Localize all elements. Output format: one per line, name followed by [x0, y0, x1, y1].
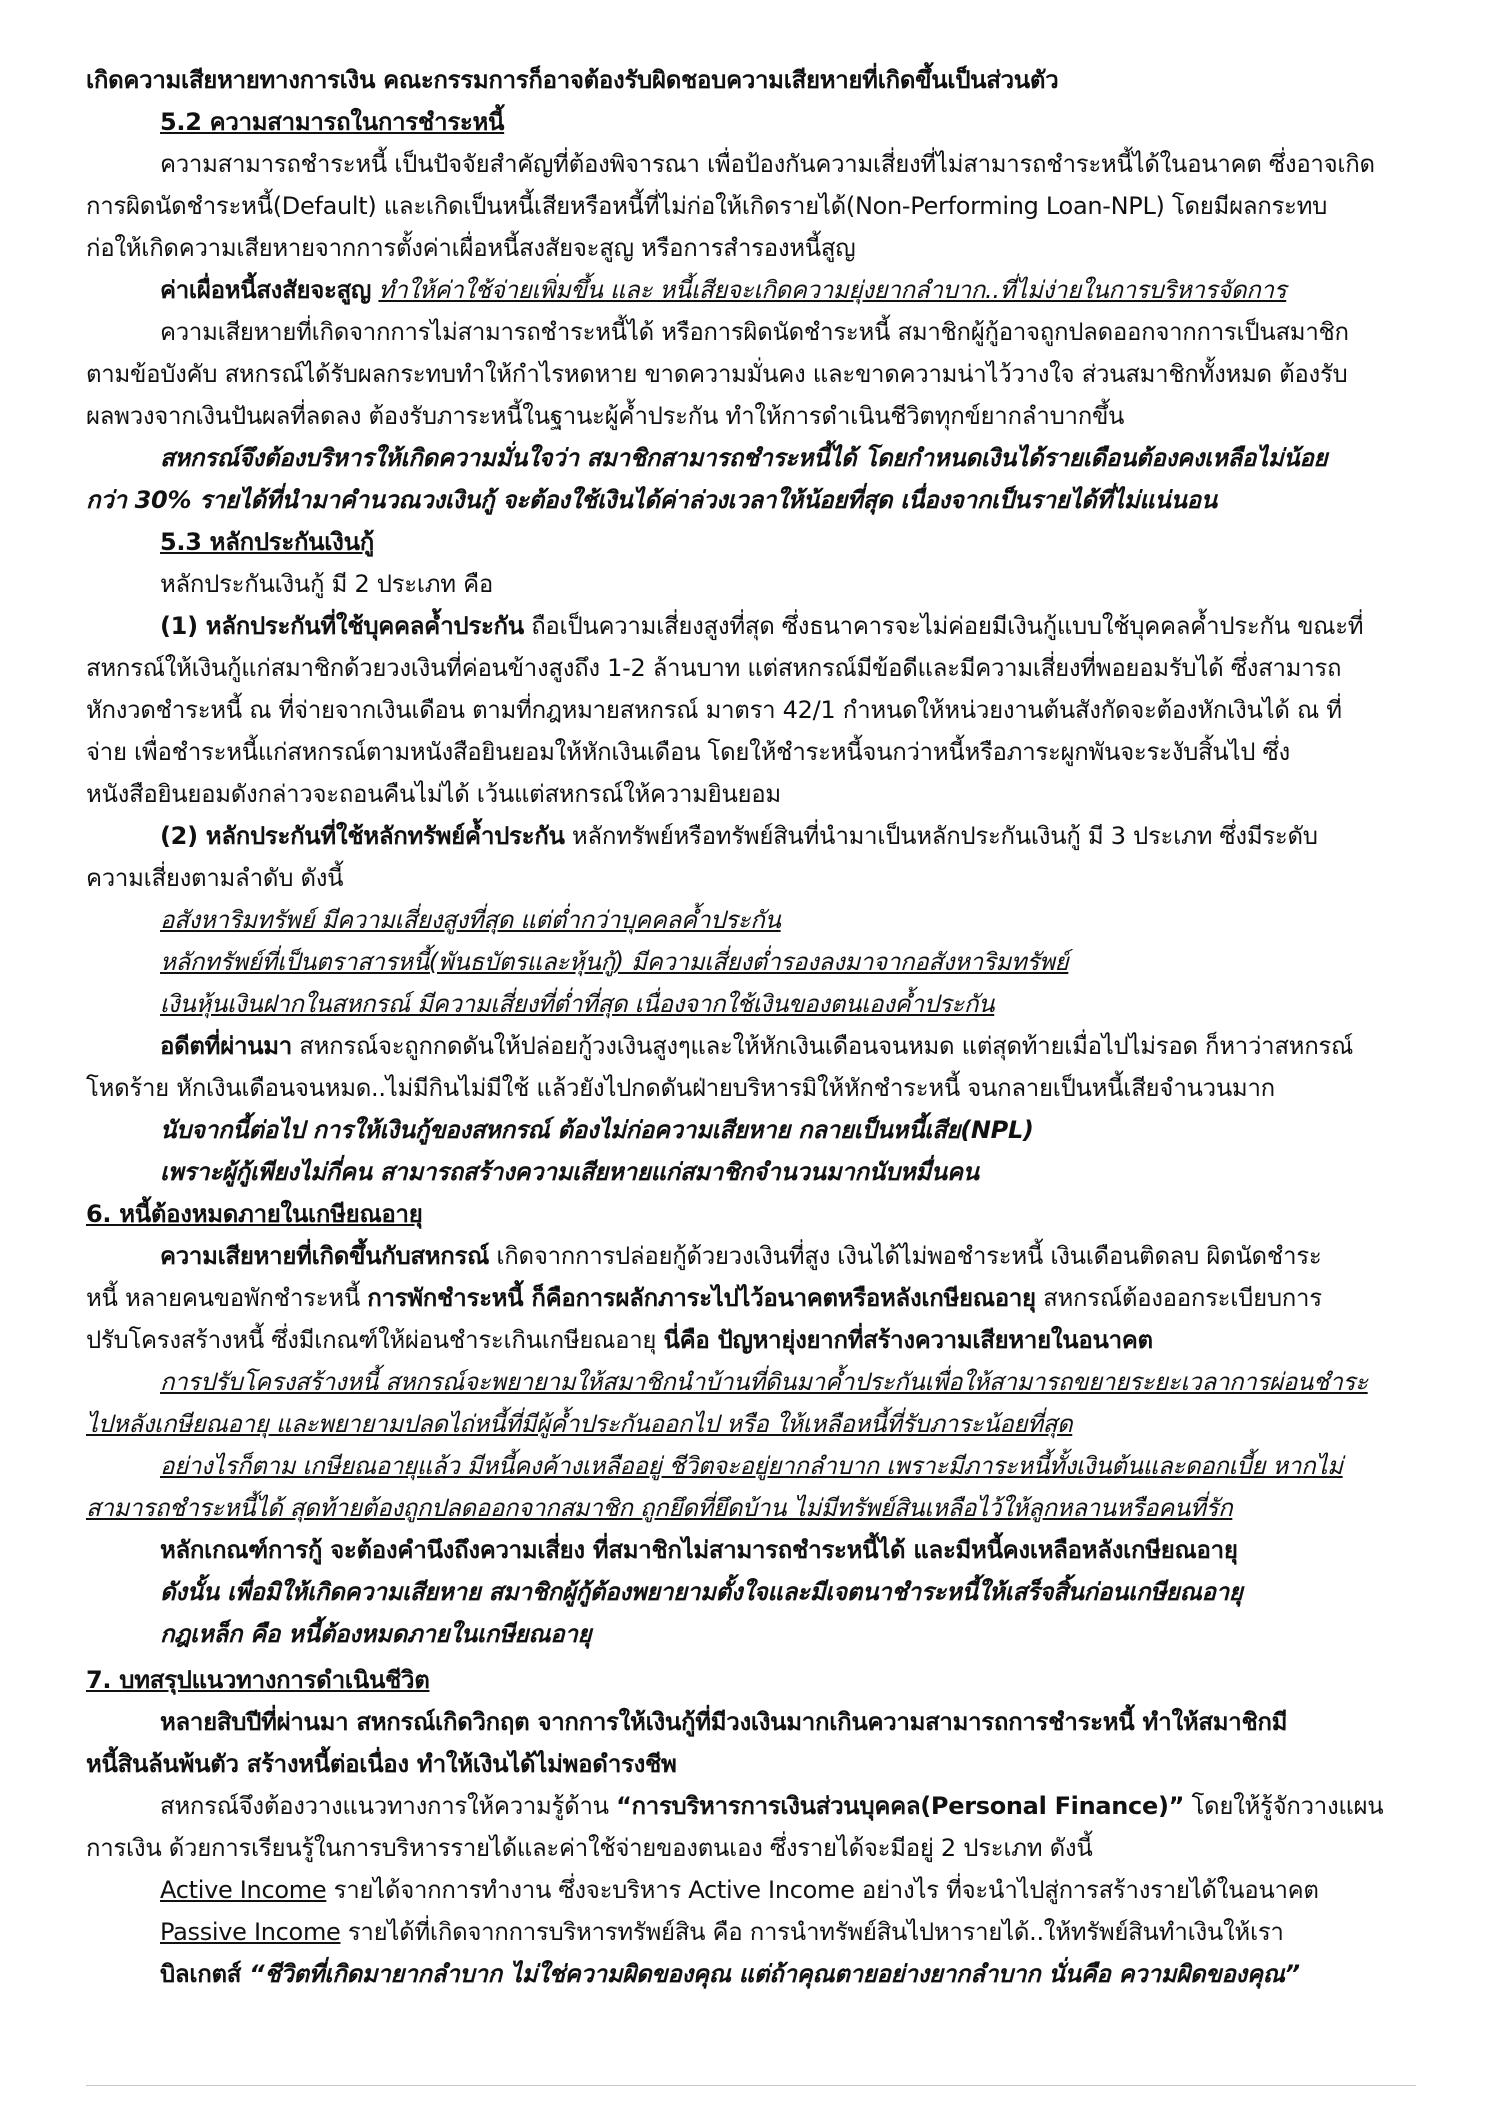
para-6-restructure: ไปหลังเกษียณอายุ และพยายามปลดไถ่หนี้ที่มีผู้ค้ำประกันออกไป หรือ ให้เหลือหนี้ที่รับภาระน้อยที่สุด	[86, 1410, 1073, 1438]
guidance-text: โดยให้รู้จักวางแผน	[1184, 1792, 1384, 1820]
para-guarantor-line: หักงวดชำระหนี้ ณ ที่จ่ายจากเงินเดือน ตามที่กฎหมายสหกรณ์ มาตรา 42/1 กำหนดให้หน่วยงานต้นสังกัดจะต้องหักเงินได้ ณ ที่	[86, 696, 1342, 724]
para-6-criteria: หลักเกณฑ์การกู้ จะต้องคำนึงถึงความเสี่ยง ที่สมาชิกไม่สามารถชำระหนี้ได้ และมีหนี้คงเหลือหลังเกษียณอายุ	[160, 1536, 1238, 1564]
para-6-iron-rule: กฎเหล็ก คือ หนี้ต้องหมดภายในเกษียณอายุ	[160, 1620, 592, 1648]
collateral-item: เงินหุ้นเงินฝากในสหกรณ์ มีความเสี่ยงที่ต่ำที่สุด เนื่องจากใช้เงินของตนเองค้ำประกัน	[160, 990, 995, 1018]
quote-text: “ชีวิตที่เกิดมายากลำบาก ไม่ใช่ความผิดของคุณ แต่ถ้าคุณตายอย่างยากลำบาก นั่นคือ ความผิดของคุณ”	[241, 1960, 1300, 1988]
para-5-2-damage: ตามข้อบังคับ สหกรณ์ได้รับผลกระทบทำให้กำไรหดหาย ขาดความมั่นคง และขาดความน่าไว้วางใจ ส่วนสมาชิกทั้งหมด ต้องรับ	[86, 360, 1348, 388]
para-6-damage-line	[86, 1280, 1416, 1316]
para-7-guidance-line: การเงิน ด้วยการเรียนรู้ในการบริหารรายได้และค่าใช้จ่ายของตนเอง ซึ่งรายได้จะมีอยู่ 2 ประเภท ดังนี้	[86, 1834, 1093, 1862]
damage-term: ความเสียหายที่เกิดขึ้นกับสหกรณ์	[160, 1242, 490, 1270]
allowance-term: ค่าเผื่อหนี้สงสัยจะสูญ	[160, 276, 372, 304]
collateral-text: หลักทรัพย์หรือทรัพย์สินที่นำมาเป็นหลักประกันเงินกู้ มี 3 ประเภท ซึ่งมีระดับ	[564, 822, 1318, 850]
para-6-however: อย่างไรก็ตาม เกษียณอายุแล้ว มีหนี้คงค้างเหลืออยู่ ชีวิตจะอยู่ยากลำบาก เพราะมีภาระหนี้ทั้งเงินต้นและดอกเบี้ย หากไม่	[160, 1452, 1343, 1480]
collateral-item: หลักทรัพย์ที่เป็นตราสารหนี้(พันธบัตรและหุ้นกู้) มีความเสี่ยงต่ำรองลงมาจากอสังหาริมทรัพย์	[160, 948, 1069, 976]
heading-5-3: 5.3 หลักประกันเงินกู้	[160, 528, 374, 556]
para-6-therefore: ดังนั้น เพื่อมิให้เกิดความเสียหาย สมาชิกผู้กู้ต้องพยายามตั้งใจและมีเจตนาชำระหนี้ให้เสร็จสิ้นก่อนเกษียณอายุ	[160, 1578, 1243, 1606]
income-item-passive	[86, 1914, 1416, 1950]
para-6-damage	[86, 1238, 1416, 1274]
document-page	[86, 62, 1416, 1998]
problem-emphasis: นี่คือ ปัญหายุ่งยากที่สร้างความเสียหายในอนาคต	[663, 1326, 1153, 1354]
para-5-2-damage: ผลพวงจากเงินปันผลที่ลดลง ต้องรับภาระหนี้ในฐานะผู้ค้ำประกัน ทำให้การดำเนินชีวิตทุกข์ยากลำบากขึ้น	[86, 402, 1125, 430]
para-6-damage-line	[86, 1322, 1416, 1358]
para-7-crisis: หลายสิบปีที่ผ่านมา สหกรณ์เกิดวิกฤต จากการให้เงินกู้ที่มีวงเงินมากเกินความสามารถการชำระหนี้ ทำให้สมาชิกมี	[160, 1708, 1288, 1736]
past-text: สหกรณ์จะถูกกดดันให้ปล่อยกู้วงเงินสูงๆและให้หักเงินเดือนจนหมด แต่สุดท้ายเมื่อไปไม่รอด ก็หาว่าสหกรณ์	[291, 1032, 1353, 1060]
para-5-3-emphasis: เพราะผู้กู้เพียงไม่กี่คน สามารถสร้างความเสียหายแก่สมาชิกจำนวนมากนับหมื่นคน	[160, 1158, 979, 1186]
para-5-2-damage: ความเสียหายที่เกิดจากการไม่สามารถชำระหนี้ได้ หรือการผิดนัดชำระหนี้ สมาชิกผู้กู้อาจถูกปลดออกจากการเป็นสมาชิก	[160, 318, 1349, 346]
heading-6: 6. หนี้ต้องหมดภายในเกษียณอายุ	[86, 1200, 423, 1228]
damage-text: หนี้ หลายคนขอพักชำระหนี้	[86, 1284, 368, 1312]
para-6-however: สามารถชำระหนี้ได้ สุดท้ายต้องถูกปลดออกจากสมาชิก ถูกยึดที่ยึดบ้าน ไม่มีทรัพย์สินเหลือไว้ให้ลูกหลานหรือคนที่รัก	[86, 1494, 1233, 1522]
damage-text: ปรับโครงสร้างหนี้ ซึ่งมีเกณฑ์ให้ผ่อนชำระเกินเกษียณอายุ	[86, 1326, 664, 1354]
past-term: อดีตที่ผ่านมา	[160, 1032, 292, 1060]
para-collateral	[86, 818, 1416, 854]
paragraph-carryover: เกิดความเสียหายทางการเงิน คณะกรรมการก็อาจต้องรับผิดชอบความเสียหายที่เกิดขึ้นเป็นส่วนตัว	[86, 66, 1059, 94]
para-past-line: โหดร้าย หักเงินเดือนจนหมด..ไม่มีกินไม่มีใช้ แล้วยังไปกดดันฝ่ายบริหารมิให้หักชำระหนี้ จนกลายเป็นหนี้เสียจำนวนมาก	[86, 1074, 1275, 1102]
para-5-3-intro: หลักประกันเงินกู้ มี 2 ประเภท คือ	[160, 570, 494, 598]
guarantor-term: (1) หลักประกันที่ใช้บุคคลค้ำประกัน	[160, 612, 524, 640]
para-7-crisis: หนี้สินล้นพ้นตัว สร้างหนี้ต่อเนื่อง ทำให้เงินได้ไม่พอดำรงชีพ	[86, 1750, 677, 1778]
personal-finance-term: “การบริหารการเงินส่วนบุคคล(Personal Finance)”	[616, 1792, 1185, 1820]
heading-7: 7. บทสรุปแนวทางการดำเนินชีวิต	[86, 1666, 430, 1694]
para-allowance	[86, 272, 1416, 308]
active-income-term: Active Income	[160, 1876, 327, 1904]
para-5-2-line: ก่อให้เกิดความเสียหายจากการตั้งค่าเผื่อหนี้สงสัยจะสูญ หรือการสำรองหนี้สูญ	[86, 234, 856, 262]
damage-text: สหกรณ์ต้องออกระเบียบการ	[1035, 1284, 1322, 1312]
para-5-2-emphasis: สหกรณ์จึงต้องบริหารให้เกิดความมั่นใจว่า สมาชิกสามารถชำระหนี้ได้ โดยกำหนดเงินได้รายเดือนต้องคงเหลือไม่น้อย	[160, 444, 1328, 472]
footer-divider	[86, 2085, 1416, 2086]
damage-text: เกิดจากการปล่อยกู้ด้วยวงเงินที่สูง เงินได้ไม่พอชำระหนี้ เงินเดือนติดลบ ผิดนัดชำระ	[489, 1242, 1322, 1270]
collateral-item: อสังหาริมทรัพย์ มีความเสี่ยงสูงที่สุด แต่ต่ำกว่าบุคคลค้ำประกัน	[160, 906, 781, 934]
quote-author: บิลเกตส์	[160, 1960, 242, 1988]
para-6-restructure: การปรับโครงสร้างหนี้ สหกรณ์จะพยายามให้สมาชิกนำบ้านที่ดินมาค้ำประกันเพื่อให้สามารถขยายระยะเวลาการผ่อนชำระ	[160, 1368, 1368, 1396]
guidance-text: สหกรณ์จึงต้องวางแนวทางการให้ความรู้ด้าน	[160, 1792, 617, 1820]
para-5-2-line: ความสามารถชำระหนี้ เป็นปัจจัยสำคัญที่ต้องพิจารณา เพื่อป้องกันความเสี่ยงที่ไม่สามารถชำระหนี้ได้ในอนาคต ซึ่งอาจเกิด	[160, 150, 1375, 178]
para-7-guidance	[86, 1788, 1416, 1824]
income-item-active	[86, 1872, 1416, 1908]
heading-5-2: 5.2 ความสามารถในการชำระหนี้	[160, 108, 505, 136]
quote-bill-gates	[86, 1956, 1416, 1992]
para-5-2-emphasis: กว่า 30% รายได้ที่นำมาคำนวณวงเงินกู้ จะต้องใช้เงินได้ค่าล่วงเวลาให้น้อยที่สุด เนื่องจากเป็นรายได้ที่ไม่แน่นอน	[86, 486, 1217, 514]
passive-income-text: รายได้ที่เกิดจากการบริหารทรัพย์สิน คือ การนำทรัพย์สินไปหารายได้..ให้ทรัพย์สินทำเงินให้เรา	[340, 1918, 1284, 1946]
para-guarantor	[86, 608, 1416, 644]
para-guarantor-line: จ่าย เพื่อชำระหนี้แก่สหกรณ์ตามหนังสือยินยอมให้หักเงินเดือน โดยให้ชำระหนี้จนกว่าหนี้หรือภาระผูกพันจะระงับสิ้นไป ซึ่ง	[86, 738, 1290, 766]
para-collateral-line: ความเสี่ยงตามลำดับ ดังนี้	[86, 864, 344, 892]
deferral-emphasis: การพักชำระหนี้ ก็คือการผลักภาระไปไว้อนาคตหรือหลังเกษียณอายุ	[367, 1284, 1036, 1312]
para-guarantor-line: หนังสือยินยอมดังกล่าวจะถอนคืนไม่ได้ เว้นแต่สหกรณ์ให้ความยินยอม	[86, 780, 781, 808]
allowance-note: ทำให้ค่าใช้จ่ายเพิ่มขึ้น และ หนี้เสียจะเกิดความยุ่งยากลำบาก..ที่ไม่ง่ายในการบริหารจัดการ	[378, 276, 1287, 304]
collateral-term: (2) หลักประกันที่ใช้หลักทรัพย์ค้ำประกัน	[160, 822, 565, 850]
passive-income-term: Passive Income	[160, 1918, 341, 1946]
para-5-3-emphasis: นับจากนี้ต่อไป การให้เงินกู้ของสหกรณ์ ต้องไม่ก่อความเสียหาย กลายเป็นหนี้เสีย(NPL)	[160, 1116, 1034, 1144]
para-guarantor-line: สหกรณ์ให้เงินกู้แก่สมาชิกด้วยวงเงินที่ค่อนข้างสูงถึง 1-2 ล้านบาท แต่สหกรณ์มีข้อดีและมีความเสี่ยงที่พอยอมรับได้ ซึ่งสามารถ	[86, 654, 1342, 682]
active-income-text: รายได้จากการทำงาน ซึ่งจะบริหาร Active Income อย่างไร ที่จะนำไปสู่การสร้างรายได้ในอนาคต	[326, 1876, 1319, 1904]
para-past	[86, 1028, 1416, 1064]
para-5-2-line: การผิดนัดชำระหนี้(Default) และเกิดเป็นหนี้เสียหรือหนี้ที่ไม่ก่อให้เกิดรายได้(Non-Performing Loan-NPL) โดยมีผลกระทบ	[86, 192, 1328, 220]
guarantor-text: ถือเป็นความเสี่ยงสูงที่สุด ซึ่งธนาคารจะไม่ค่อยมีเงินกู้แบบใช้บุคคลค้ำประกัน ขณะที่	[523, 612, 1364, 640]
